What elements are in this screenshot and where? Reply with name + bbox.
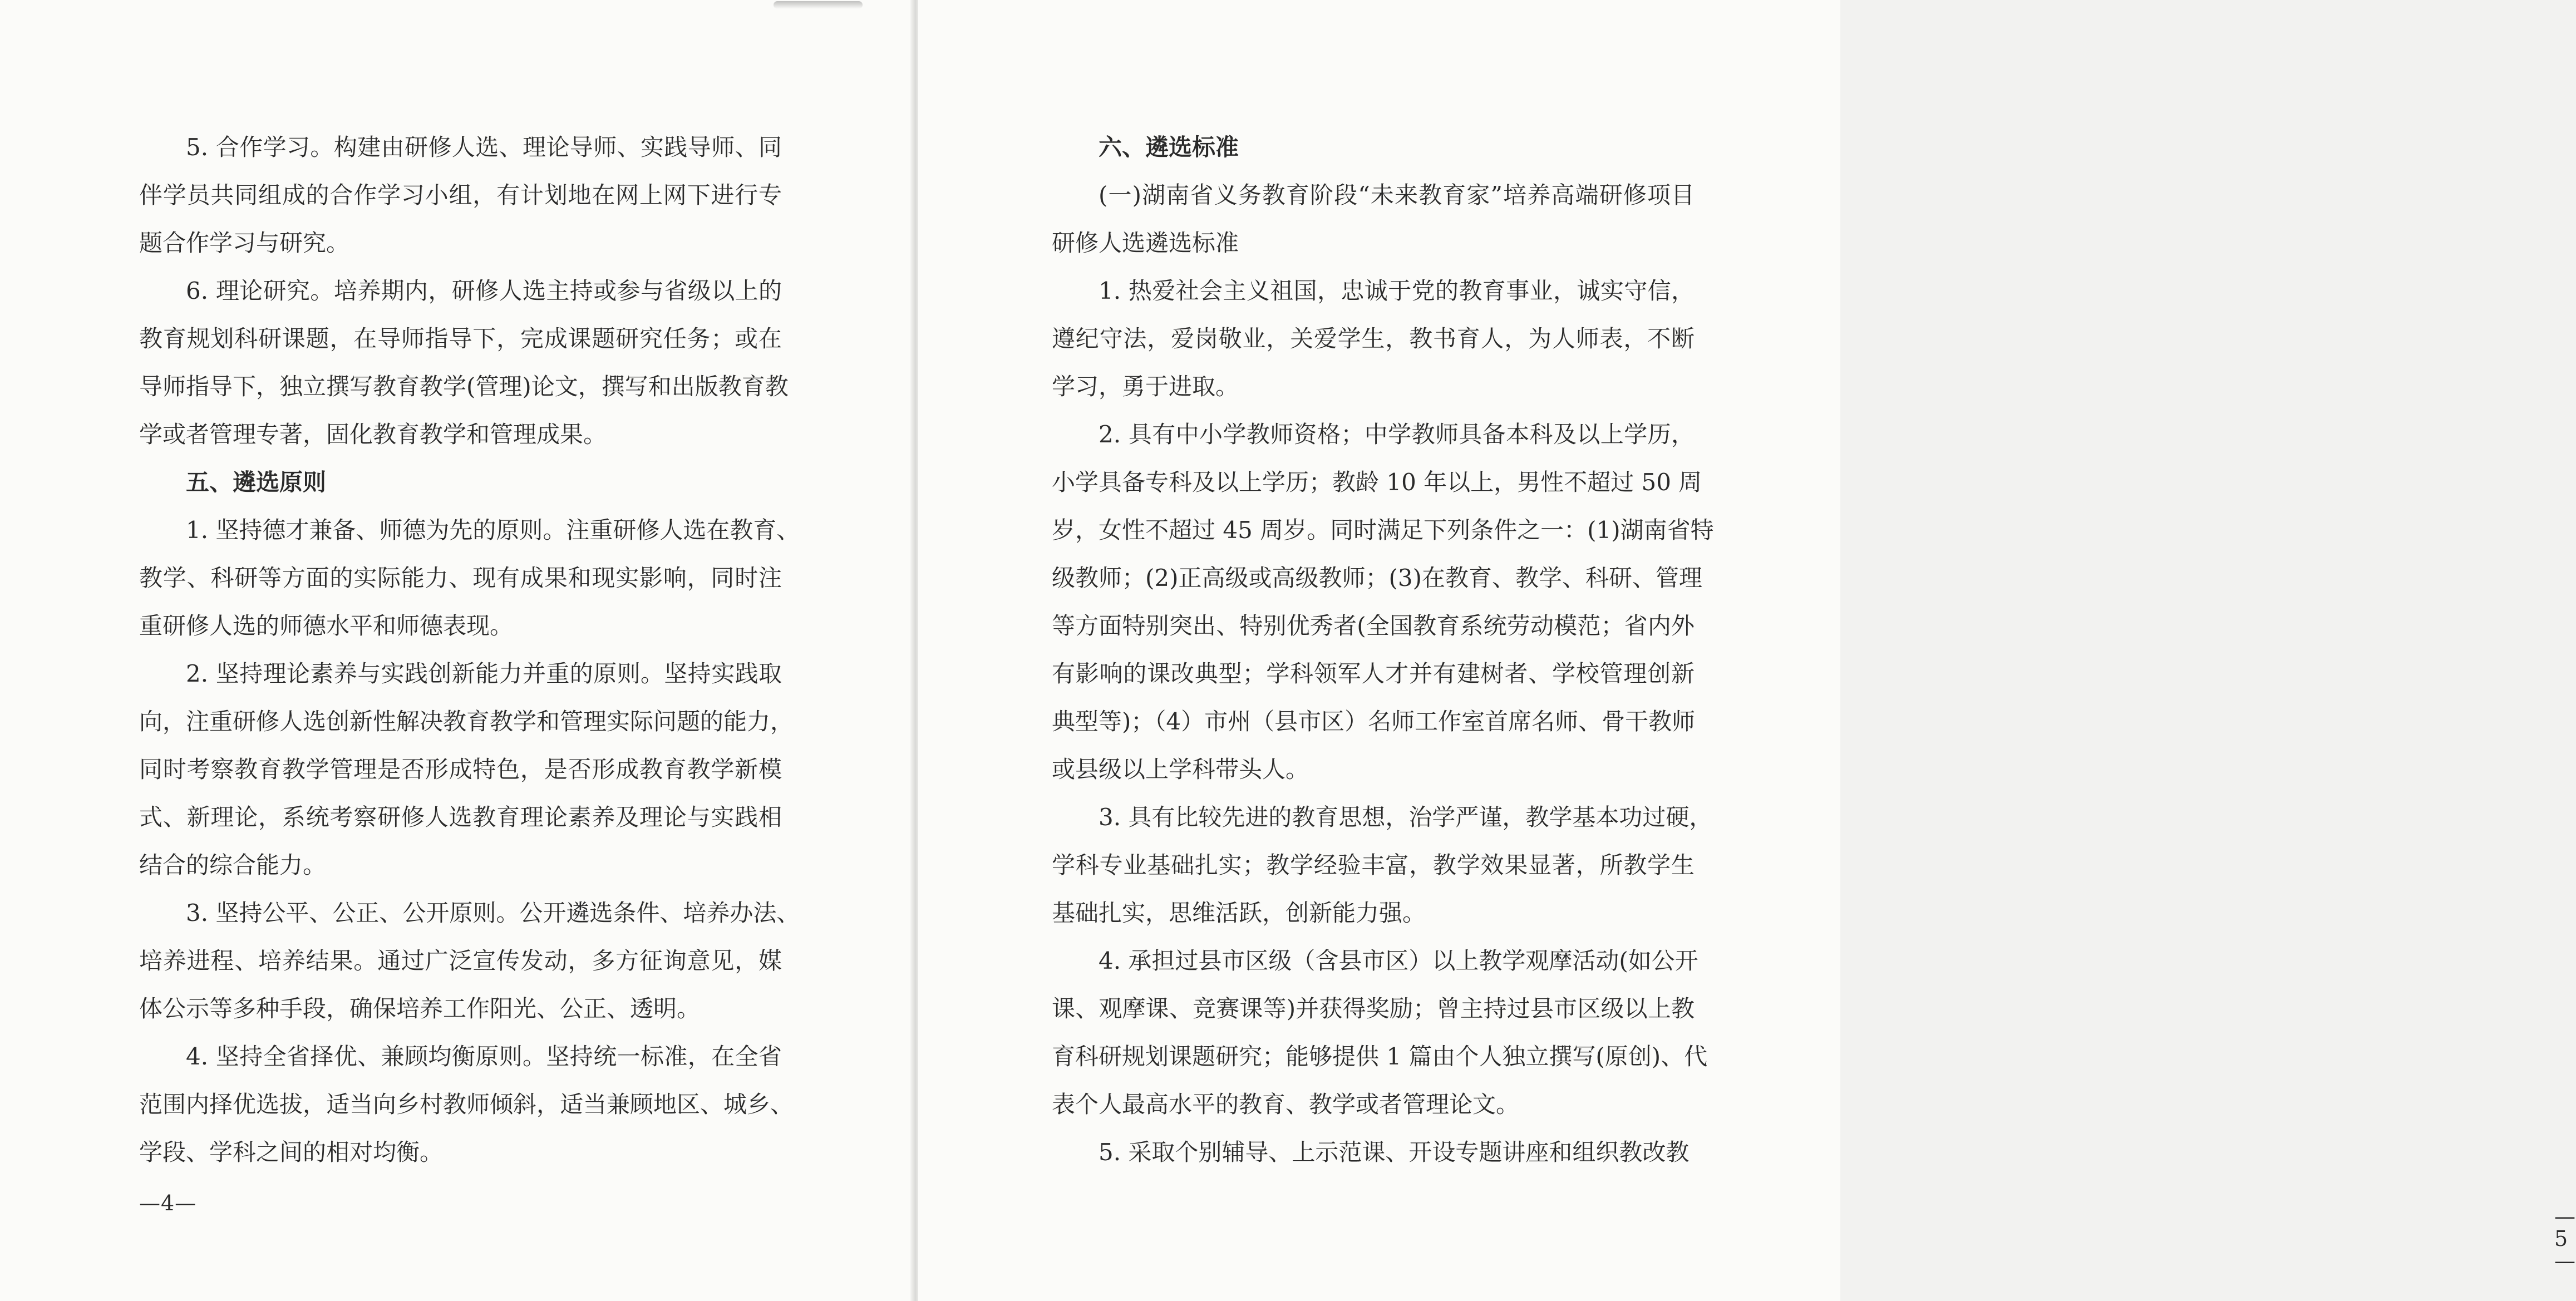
paragraph	[139, 889, 800, 1033]
text-line: 5. 采取个别辅导、上示范课、开设专题讲座和组织教改教	[1099, 1139, 1690, 1166]
text-line: 1. 坚持德才兼备、师德为先的原则。注重研修人选在教育、	[186, 516, 800, 544]
text-line: 学习，勇于进取。	[1052, 373, 1239, 400]
paragraph	[139, 506, 800, 650]
text-line: 学科专业基础扎实；教学经验丰富，教学效果显著，所教学生	[1052, 851, 1695, 879]
text-line: 伴学员共同组成的合作学习小组，有计划地在网上网下进行专	[139, 181, 782, 209]
text-line: 5. 合作学习。构建由研修人选、理论导师、实践导师、同	[186, 134, 782, 161]
section-heading	[139, 459, 782, 506]
text-line: 6. 理论研究。培养期内，研修人选主持或参与省级以上的	[186, 277, 782, 304]
heading-line: 五、遴选原则	[186, 469, 327, 496]
text-line: 同时考察教育教学管理是否形成特色，是否形成教育教学新模	[139, 756, 782, 783]
paragraph	[1052, 411, 1714, 794]
text-line: 课、观摩课、竞赛课等)并获得奖励；曾主持过县市区级以上教	[1052, 995, 1695, 1022]
right-page	[918, 0, 2576, 1301]
text-line: 研修人选遴选标准	[1052, 229, 1239, 257]
text-line: 教育规划科研课题，在导师指导下，完成课题研究任务；或在	[139, 325, 782, 352]
paragraph	[1052, 171, 1695, 267]
text-line: 范围内择优选拔，适当向乡村教师倾斜，适当兼顾地区、城乡、	[139, 1091, 794, 1118]
paragraph	[1052, 937, 1708, 1128]
text-line: 级教师；(2)正高级或高级教师；(3)在教育、教学、科研、管理	[1052, 564, 1702, 592]
paragraph	[139, 1033, 794, 1176]
text-line: 题合作学习与研究。	[139, 229, 350, 257]
text-line: 学或者管理专著，固化教育教学和管理成果。	[139, 421, 607, 448]
text-line: 教学、科研等方面的实际能力、现有成果和现实影响，同时注	[139, 564, 782, 592]
text-line: 4. 承担过县市区级（含县市区）以上教学观摩活动(如公开	[1099, 947, 1698, 974]
section-heading	[1052, 124, 1695, 171]
left-page	[0, 0, 913, 1301]
text-line: 培养进程、培养结果。通过广泛宣传发动，多方征询意见，媒	[139, 947, 782, 974]
text-line: 小学具备专科及以上学历；教龄 10 年以上，男性不超过 50 周	[1052, 469, 1702, 496]
paragraph	[1052, 1128, 1695, 1176]
text-line: 或县级以上学科带头人。	[1052, 756, 1309, 783]
page-number-right: —5—	[2554, 1204, 2576, 1273]
text-line: 向，注重研修人选创新性解决教育教学和管理实际问题的能力，	[139, 708, 794, 735]
text-line: 1. 热爱社会主义祖国，忠诚于党的教育事业，诚实守信，	[1099, 277, 1695, 304]
scan-artifact	[774, 1, 863, 9]
text-line: 典型等)；（4）市州（县市区）名师工作室首席名师、骨干教师	[1052, 708, 1696, 735]
paragraph	[139, 650, 794, 889]
text-line: 3. 具有比较先进的教育思想，治学严谨，教学基本功过硬，	[1099, 804, 1713, 831]
text-line: (一)湖南省义务教育阶段“未来教育家”培养高端研修项目	[1099, 181, 1695, 209]
text-line: 岁，女性不超过 45 周岁。同时满足下列条件之一：(1)湖南省特	[1052, 516, 1714, 544]
text-line: 基础扎实，思维活跃，创新能力强。	[1052, 899, 1426, 927]
text-line: 3. 坚持公平、公正、公开原则。公开遴选条件、培养办法、	[186, 899, 800, 927]
text-line: 结合的综合能力。	[139, 851, 327, 879]
heading-line: 六、遴选标准	[1099, 134, 1239, 161]
text-line: 2. 坚持理论素养与实践创新能力并重的原则。坚持实践取	[186, 660, 782, 687]
text-line: 重研修人选的师德水平和师德表现。	[139, 612, 514, 639]
text-line: 导师指导下，独立撰写教育教学(管理)论文，撰写和出版教育教	[139, 373, 789, 400]
paragraph	[1052, 794, 1713, 937]
page-number-left: —4—	[139, 1191, 197, 1215]
text-line: 4. 坚持全省择优、兼顾均衡原则。坚持统一标准，在全省	[186, 1043, 782, 1070]
text-line: 等方面特别突出、特别优秀者(全国教育系统劳动模范；省内外	[1052, 612, 1695, 639]
text-line: 2. 具有中小学教师资格；中学教师具备本科及以上学历，	[1099, 421, 1695, 448]
text-line: 表个人最高水平的教育、教学或者管理论文。	[1052, 1091, 1520, 1118]
right-page-text	[1052, 124, 1714, 1176]
text-line: 有影响的课改典型；学科领军人才并有建树者、学校管理创新	[1052, 660, 1695, 687]
text-line: 体公示等多种手段，确保培养工作阳光、公正、透明。	[139, 995, 701, 1022]
left-page-text	[139, 124, 800, 1176]
text-line: 学段、学科之间的相对均衡。	[139, 1139, 444, 1166]
paragraph	[139, 124, 782, 267]
paragraph	[1052, 267, 1695, 411]
text-line: 育科研规划课题研究；能够提供 1 篇由个人独立撰写(原创)、代	[1052, 1043, 1708, 1070]
text-line: 遵纪守法，爱岗敬业，关爱学生，教书育人，为人师表，不断	[1052, 325, 1695, 352]
text-line: 式、新理论，系统考察研修人选教育理论素养及理论与实践相	[139, 804, 782, 831]
paragraph	[139, 267, 789, 459]
